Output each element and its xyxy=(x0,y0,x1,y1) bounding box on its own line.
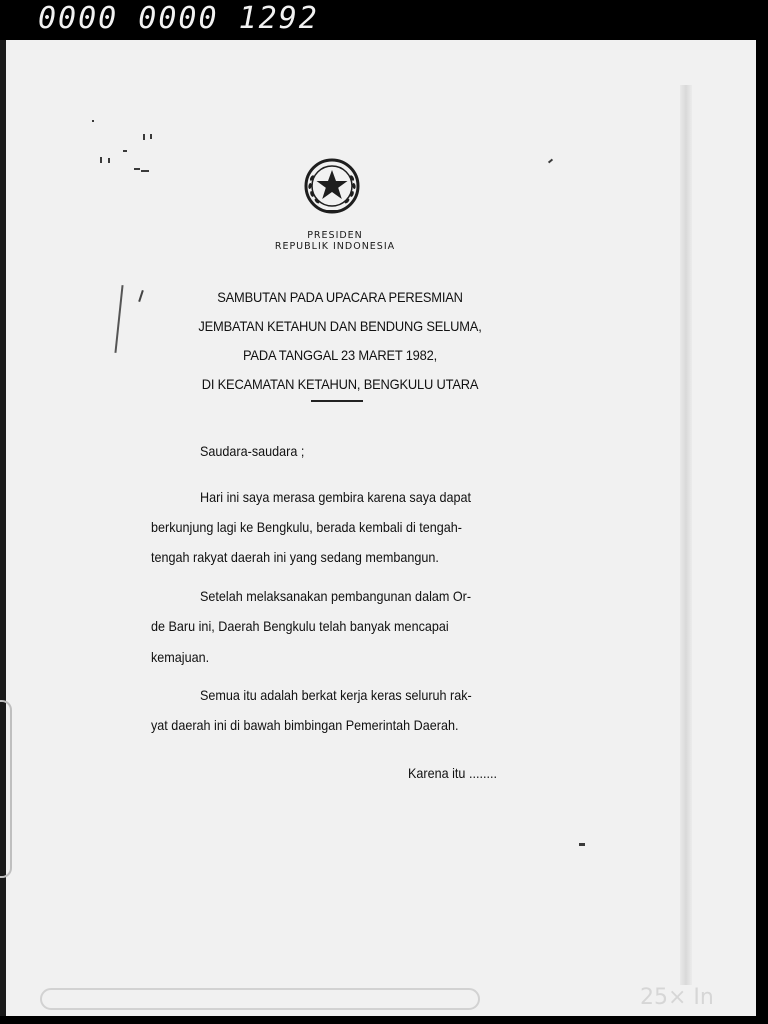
scan-speck xyxy=(108,158,110,163)
salutation: Saudara-saudara ; xyxy=(200,443,305,459)
title-line: DI KECAMATAN KETAHUN, BENGKULU UTARA xyxy=(201,376,479,392)
presidential-seal-icon xyxy=(300,156,364,218)
scan-speck xyxy=(579,843,585,846)
title-line: PADA TANGGAL 23 MARET 1982, xyxy=(242,347,438,363)
scan-speck xyxy=(143,134,145,140)
paragraph-line: Hari ini saya merasa gembira karena saya dapat xyxy=(200,489,472,505)
paragraph-line: tengah rakyat daerah ini yang sedang membangun. xyxy=(151,549,439,565)
scan-speck xyxy=(123,150,127,152)
frame-counter: 0000 0000 1292 xyxy=(38,1,319,36)
scan-speck xyxy=(92,120,94,122)
scan-speck xyxy=(100,157,102,163)
title-line: SAMBUTAN PADA UPACARA PERESMIAN xyxy=(217,289,463,305)
paragraph-line: kemajuan. xyxy=(151,649,210,665)
paragraph-line: de Baru ini, Daerah Bengkulu telah banyak mencapai xyxy=(151,618,449,634)
continuation-text: Karena itu ........ xyxy=(408,765,497,781)
letterhead-title: PRESIDEN xyxy=(307,230,363,241)
scan-speck xyxy=(134,168,140,170)
paragraph-line: berkunjung lagi ke Bengkulu, berada kembali di tengah- xyxy=(151,519,463,535)
title-line: JEMBATAN KETAHUN DAN BENDUNG SELUMA, xyxy=(198,318,482,334)
title-underline xyxy=(311,400,363,402)
scan-shadow xyxy=(680,85,692,985)
film-notch xyxy=(0,700,12,878)
letterhead xyxy=(230,230,440,252)
film-frame-header xyxy=(0,0,768,40)
paragraph-line: yat daerah ini di bawah bimbingan Pemerintah Daerah. xyxy=(151,717,459,733)
document-title xyxy=(174,283,505,399)
scan-speck xyxy=(141,170,149,172)
scan-speck xyxy=(150,134,152,139)
paragraph-line: Setelah melaksanakan pembangunan dalam Or- xyxy=(200,588,472,604)
letterhead-subtitle: REPUBLIK INDONESIA xyxy=(274,241,396,252)
frame-mark: 25× In xyxy=(640,985,714,1010)
paragraph-line: Semua itu adalah berkat kerja keras seluruh rak- xyxy=(200,687,472,703)
film-clip-mark xyxy=(40,988,480,1010)
